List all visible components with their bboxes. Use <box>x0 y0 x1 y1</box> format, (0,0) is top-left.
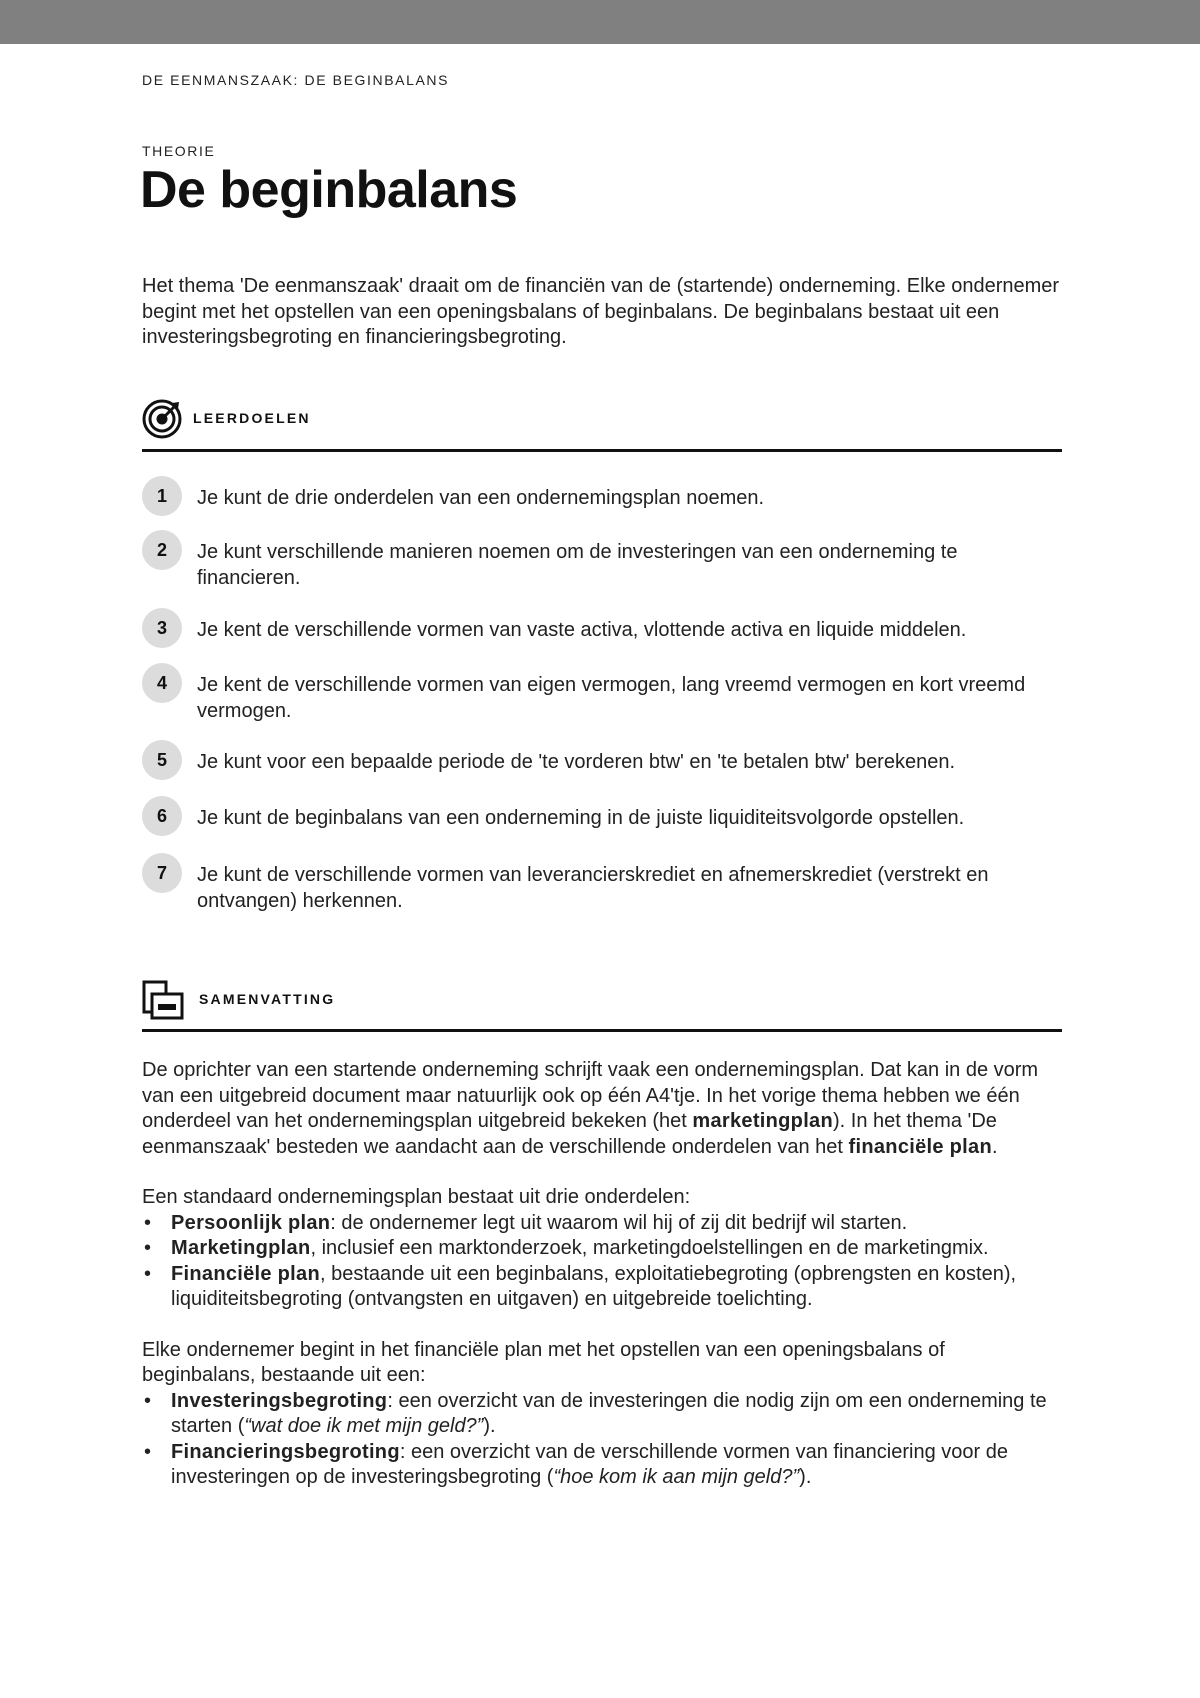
goal-number-badge: 4 <box>142 663 182 703</box>
samenvatting-label: SAMENVATTING <box>199 991 336 1007</box>
summary-text: De oprichter van een startende onderneming schrijft vaak een ondernemingsplan. Dat kan in de vorm van een uitgebreid document maar natuurlijk ook op één A4'tje. In het vorige thema hebben we één onderdeel van het ondernemingsplan uitgebreid bekeken (het <box>142 1059 1039 1132</box>
intro-paragraph: Het thema 'De eenmanszaak' draait om de financiën van de (startende) onderneming. Elke ondernemer begint met het opstellen van een openingsbalans of beginbalans. De beginbalans bestaat uit een investeringsbegroting en financieringsbegroting. <box>142 275 1060 348</box>
list-text: ). <box>483 1415 496 1437</box>
summary-text: . <box>991 1135 998 1158</box>
leerdoelen-label: LEERDOELEN <box>193 410 311 426</box>
summary-paragraph: Elke ondernemer begint in het financiële plan met het opstellen van een openingsbalans of beginbalans, bestaande uit een: <box>142 1338 945 1386</box>
list-term: Persoonlijk plan <box>171 1211 331 1234</box>
goal-text: Je kunt voor een bepaalde periode de 'te vorderen btw' en 'te betalen btw' berekenen. <box>197 751 956 773</box>
goal-text: Je kunt verschillende manieren noemen om de investeringen van een onderneming te financieren. <box>197 541 958 589</box>
goal-text: Je kent de verschillende vormen van vaste activa, vlottende activa en liquide middelen. <box>197 619 967 641</box>
list-term: Marketingplan <box>171 1237 311 1259</box>
goal-number-badge: 7 <box>142 853 182 893</box>
list-text: : de ondernemer legt uit waarom wil hij of zij dit bedrijf wil starten. <box>330 1211 908 1234</box>
summary-paragraph: Een standaard ondernemingsplan bestaat uit drie onderdelen: <box>142 1186 691 1208</box>
list-text: ). <box>799 1466 812 1488</box>
goal-text: Je kunt de drie onderdelen van een ondernemingsplan noemen. <box>197 487 765 509</box>
goal-number-badge: 3 <box>142 608 182 648</box>
term-marketingplan: marketingplan <box>692 1110 833 1132</box>
leerdoelen-header <box>142 399 1062 452</box>
list-term: Financiële plan <box>171 1262 320 1285</box>
goal-number-badge: 2 <box>142 530 182 570</box>
top-bar <box>0 0 1200 44</box>
list-quote: “wat doe ik met mijn geld?” <box>244 1415 484 1437</box>
running-header: DE EENMANSZAAK: DE BEGINBALANS <box>142 72 450 88</box>
goal-text: Je kunt de verschillende vormen van leverancierskrediet en afnemerskrediet (verstrekt en ontvangen) herkennen. <box>197 864 989 912</box>
goal-number-badge: 5 <box>142 740 182 780</box>
section-label: THEORIE <box>142 143 216 159</box>
list-item <box>142 1389 1062 1440</box>
samenvatting-header <box>142 979 1062 1032</box>
summary-body <box>142 1058 1062 1516</box>
summary-text: ). In het thema 'De eenmanszaak' besteden we aandacht aan de verschillende onderdelen van het <box>142 1110 997 1158</box>
list-quote: “hoe kom ik aan mijn geld?” <box>553 1466 800 1488</box>
list-item <box>142 1440 1062 1491</box>
target-icon <box>142 399 182 444</box>
goal-number-badge: 6 <box>142 796 182 836</box>
summary-paragraph <box>142 1058 1062 1160</box>
summary-document-icon <box>142 980 184 1025</box>
list-item <box>142 1211 1062 1237</box>
plan-parts-list <box>142 1211 1062 1313</box>
goal-number-badge: 1 <box>142 476 182 516</box>
term-financiele-plan: financiële plan <box>848 1135 992 1158</box>
page-title: De beginbalans <box>140 161 518 219</box>
beginbalans-parts-list <box>142 1389 1062 1491</box>
list-text: : een overzicht van de verschillende vormen van financiering voor de investeringen op de investeringsbegroting ( <box>171 1440 1008 1488</box>
list-text: : een overzicht van de investeringen die nodig zijn om een onderneming te starten ( <box>171 1389 1047 1437</box>
list-term: Investeringsbegroting <box>171 1389 388 1412</box>
list-item <box>142 1236 1062 1262</box>
list-text: , inclusief een marktonderzoek, marketingdoelstellingen en de marketingmix. <box>310 1237 989 1259</box>
list-term: Financieringsbegroting <box>171 1440 400 1463</box>
goal-text: Je kent de verschillende vormen van eigen vermogen, lang vreemd vermogen en kort vreemd vermogen. <box>197 674 1026 722</box>
list-text: , bestaande uit een beginbalans, exploitatiebegroting (opbrengsten en kosten), liquiditeitsbegroting (ontvangsten en uitgaven) en uitgebreide toelichting. <box>171 1262 1017 1310</box>
goal-text: Je kunt de beginbalans van een onderneming in de juiste liquiditeitsvolgorde opstellen. <box>197 807 965 829</box>
list-item <box>142 1262 1062 1313</box>
